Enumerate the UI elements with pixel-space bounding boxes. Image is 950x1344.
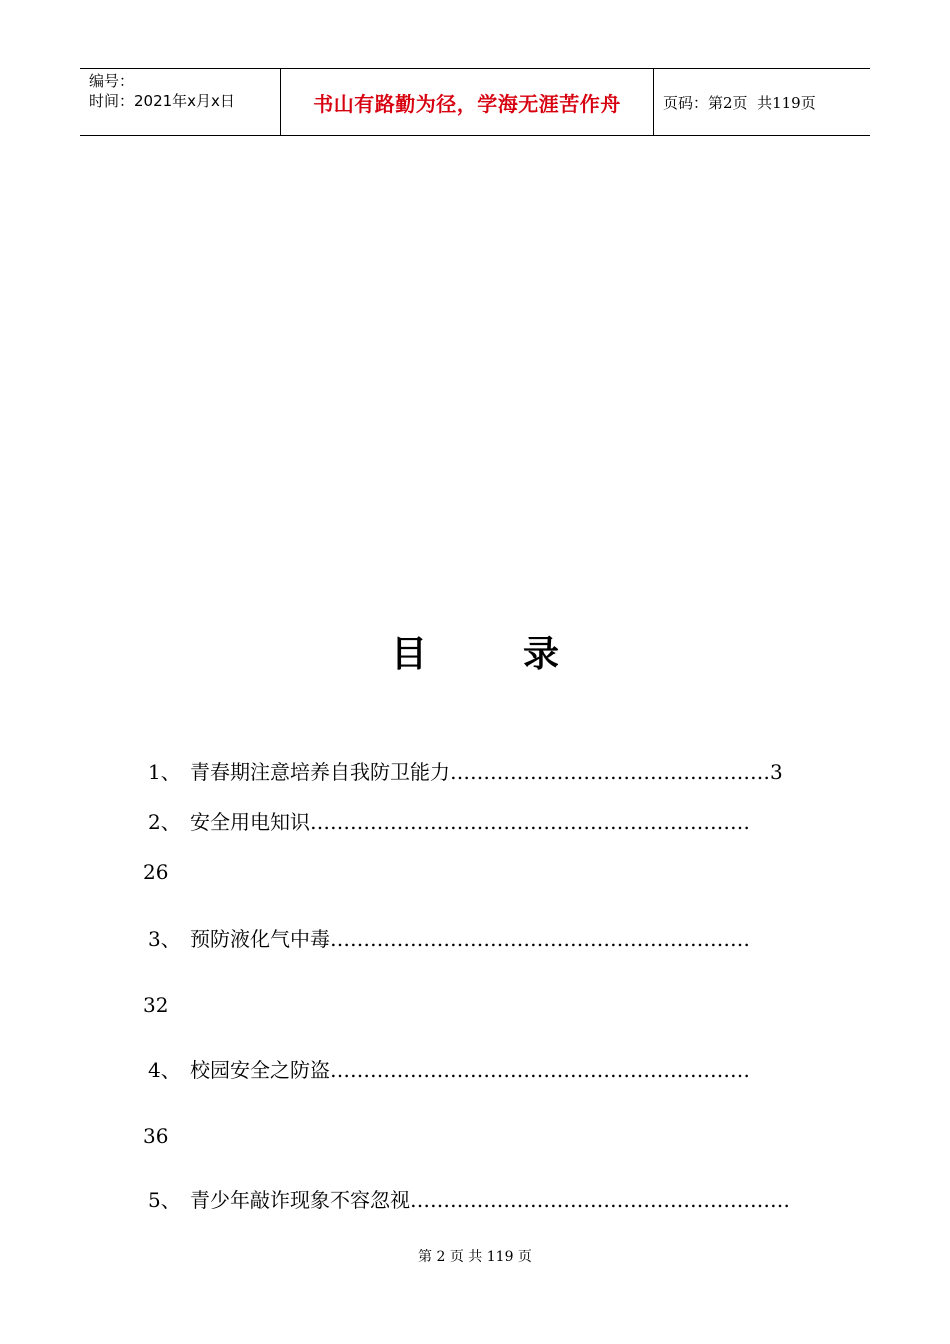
toc-entry-page: 3 [770,760,783,784]
toc-title [0,626,950,677]
time-label: 时间：2021年x月x日 [89,92,235,110]
title-gap [427,626,523,677]
toc-entry[interactable] [140,1186,830,1214]
page-footer: 第 2 页 共 119 页 [418,1249,532,1265]
toc-entry-title: 预防液化气中毒 [190,927,330,951]
toc-entry-title: 安全用电知识 [190,810,310,834]
toc-entry-title: 青少年敲诈现象不容忽视 [190,1188,410,1212]
header-meta [80,69,281,135]
toc-entry-leader: ……………………………………………………… [330,1058,750,1082]
toc-entry[interactable] [140,758,830,786]
toc-entry[interactable] [140,1056,830,1084]
toc-entry-number: 5、 [148,1188,181,1212]
toc-entry[interactable] [140,925,830,953]
header-motto: 书山有路勤为径，学海无涯苦作舟 [281,69,654,135]
toc-entry-leader: ………………………………………………………… [310,810,750,834]
toc-entry-title: 青春期注意培养自我防卫能力 [190,760,450,784]
toc-entry-page: 32 [143,993,169,1017]
toc-title-char-2: 录 [523,634,560,675]
toc-entry-number: 4、 [148,1058,181,1082]
toc-entry-leader: ………………………………………………… [410,1188,790,1212]
toc-entry-leader: ………………………………………… [450,760,770,784]
serial-label: 编号： [89,72,135,90]
toc-entry-title: 校园安全之防盗 [190,1058,330,1082]
toc-entry-number: 2、 [148,810,181,834]
toc-entry-number: 1、 [148,760,181,784]
toc-entry-page: 36 [143,1124,169,1148]
header-page-info [654,69,870,135]
toc-title-char-1: 目 [390,634,427,675]
page-info-text: 页码：第2页 共119页 [663,93,816,112]
toc-entry-number: 3、 [148,927,181,951]
page-header [80,68,870,136]
toc-entry-leader: ……………………………………………………… [330,927,750,951]
toc-entry[interactable] [140,808,830,836]
toc-entry-page: 26 [143,860,169,884]
